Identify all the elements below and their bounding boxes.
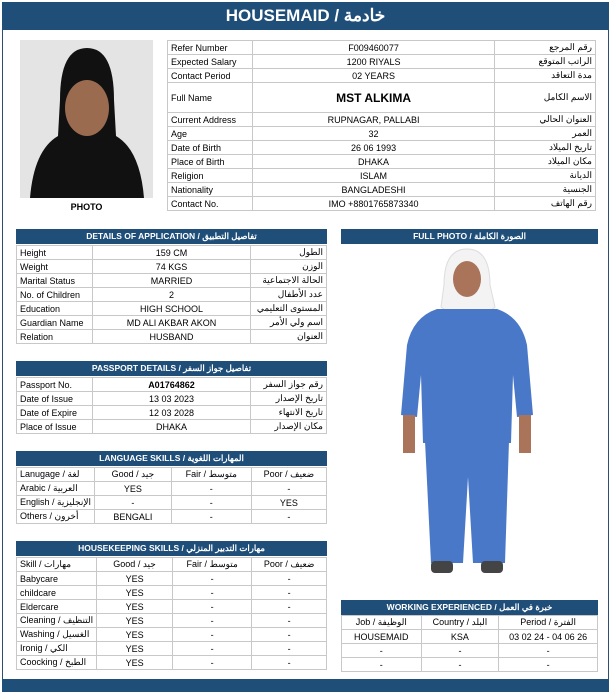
table-cell: - xyxy=(173,572,252,586)
field-value: BANGLADESHI xyxy=(252,183,494,197)
field-label-ar: تاريخ الانتهاء xyxy=(251,406,327,420)
field-value: F009460077 xyxy=(252,41,494,55)
table-row xyxy=(168,113,596,127)
field-label: Education xyxy=(17,302,93,316)
table-cell: - xyxy=(342,644,422,658)
table-cell: - xyxy=(252,642,327,656)
table-cell: YES xyxy=(97,600,173,614)
table-cell: YES xyxy=(251,496,326,510)
portrait-photo xyxy=(20,40,153,198)
application-table xyxy=(16,245,327,344)
field-label-ar: العنوان الحالي xyxy=(495,113,596,127)
table-cell: - xyxy=(173,642,252,656)
table-row xyxy=(17,572,327,586)
full-body-photo xyxy=(341,245,598,585)
field-value: 12 03 2028 xyxy=(92,406,250,420)
table-row xyxy=(168,83,596,113)
table-cell: YES xyxy=(97,656,173,670)
field-label: Expected Salary xyxy=(168,55,253,69)
field-value: 02 YEARS xyxy=(252,69,494,83)
field-label-ar: الديانة xyxy=(495,169,596,183)
table-cell: - xyxy=(251,510,326,524)
passport-table xyxy=(16,377,327,434)
table-cell: - xyxy=(252,586,327,600)
table-row xyxy=(17,302,327,316)
column-header: Fair / متوسط xyxy=(173,558,252,572)
table-cell: - xyxy=(499,644,598,658)
table-row xyxy=(168,127,596,141)
passport-number: A01764862 xyxy=(92,378,250,392)
field-value: HUSBAND xyxy=(92,330,250,344)
table-row xyxy=(168,155,596,169)
skill-name: childcare xyxy=(17,586,97,600)
field-label: Place of Birth xyxy=(168,155,253,169)
field-value: 74 KGS xyxy=(92,260,250,274)
table-row xyxy=(342,658,598,672)
field-label: Date of Birth xyxy=(168,141,253,155)
field-value: DHAKA xyxy=(92,420,250,434)
field-label-ar: رقم جواز السفر xyxy=(251,378,327,392)
application-header: DETAILS OF APPLICATION / تفاصيل التطبيق xyxy=(16,229,327,244)
field-label-ar: تاريخ الإصدار xyxy=(251,392,327,406)
table-row xyxy=(17,482,327,496)
table-cell: - xyxy=(173,614,252,628)
table-row xyxy=(17,656,327,670)
column-header: Lanugage / لغة xyxy=(17,468,95,482)
language-name: Arabic / العربية xyxy=(17,482,95,496)
column-header: Country / البلد xyxy=(421,616,499,630)
field-label-ar: المستوى التعليمي xyxy=(251,302,327,316)
footer-bar xyxy=(2,679,609,692)
personal-info-table xyxy=(167,40,596,211)
table-cell: - xyxy=(499,658,598,672)
table-row xyxy=(168,69,596,83)
table-cell: BENGALI xyxy=(94,510,171,524)
field-value: HIGH SCHOOL xyxy=(92,302,250,316)
table-cell: HOUSEMAID xyxy=(342,630,422,644)
language-name: English / الإنجليزية xyxy=(17,496,95,510)
table-row xyxy=(17,392,327,406)
table-row xyxy=(17,600,327,614)
table-row xyxy=(17,260,327,274)
table-cell: YES xyxy=(97,628,173,642)
column-header: Good / جيد xyxy=(94,468,171,482)
full-name-value: MST ALKIMA xyxy=(252,83,494,113)
table-row xyxy=(17,288,327,302)
field-label-ar: الراتب المتوقع xyxy=(495,55,596,69)
table-row xyxy=(17,496,327,510)
table-header-row xyxy=(342,616,598,630)
field-value: ISLAM xyxy=(252,169,494,183)
field-label: Marital Status xyxy=(17,274,93,288)
field-value: MARRIED xyxy=(92,274,250,288)
column-header: Poor / ضعيف xyxy=(251,468,326,482)
passport-header: PASSPORT DETAILS / تفاصيل جواز السفر xyxy=(16,361,327,376)
field-label: Refer Number xyxy=(168,41,253,55)
field-label: Age xyxy=(168,127,253,141)
table-row xyxy=(17,628,327,642)
table-cell: YES xyxy=(97,572,173,586)
table-cell: - xyxy=(173,600,252,614)
table-row xyxy=(17,586,327,600)
column-header: Good / جيد xyxy=(97,558,173,572)
table-cell: YES xyxy=(97,586,173,600)
table-cell: - xyxy=(171,496,251,510)
column-header: Period / الفترة xyxy=(499,616,598,630)
table-cell: - xyxy=(94,496,171,510)
table-row xyxy=(17,378,327,392)
field-label-ar: مدة التعاقد xyxy=(495,69,596,83)
table-cell: - xyxy=(421,644,499,658)
field-label: Contact No. xyxy=(168,197,253,211)
table-cell: YES xyxy=(97,642,173,656)
language-table xyxy=(16,467,327,524)
field-label: Relation xyxy=(17,330,93,344)
table-row xyxy=(168,169,596,183)
field-label-ar: رقم المرجع xyxy=(495,41,596,55)
table-cell: - xyxy=(252,628,327,642)
field-value: 13 03 2023 xyxy=(92,392,250,406)
table-cell: - xyxy=(252,600,327,614)
table-cell: - xyxy=(173,656,252,670)
table-cell: - xyxy=(421,658,499,672)
table-cell: - xyxy=(171,482,251,496)
field-label: Height xyxy=(17,246,93,260)
table-cell: - xyxy=(252,614,327,628)
field-label-ar: مكان الميلاد xyxy=(495,155,596,169)
field-label: Nationality xyxy=(168,183,253,197)
field-label-ar: الحالة الاجتماعية xyxy=(251,274,327,288)
table-cell: KSA xyxy=(421,630,499,644)
field-label-ar: الوزن xyxy=(251,260,327,274)
table-row xyxy=(168,41,596,55)
field-value: 1200 RIYALS xyxy=(252,55,494,69)
table-row xyxy=(342,630,598,644)
table-cell: - xyxy=(342,658,422,672)
table-row xyxy=(17,642,327,656)
field-label: Guardian Name xyxy=(17,316,93,330)
field-label: Date of Expire xyxy=(17,406,93,420)
table-header-row xyxy=(17,468,327,482)
field-label-ar: العمر xyxy=(495,127,596,141)
field-label-ar: الجنسية xyxy=(495,183,596,197)
field-label-ar: تاريخ الميلاد xyxy=(495,141,596,155)
field-label: Place of Issue xyxy=(17,420,93,434)
column-header: Poor / ضعيف xyxy=(252,558,327,572)
field-value: DHAKA xyxy=(252,155,494,169)
table-row xyxy=(17,246,327,260)
field-label-ar: الطول xyxy=(251,246,327,260)
table-row xyxy=(17,510,327,524)
table-cell: - xyxy=(173,628,252,642)
housekeeping-table xyxy=(16,557,327,670)
skill-name: Coocking / الطبخ xyxy=(17,656,97,670)
field-label-ar: الاسم الكامل xyxy=(495,83,596,113)
field-label: Passport No. xyxy=(17,378,93,392)
table-cell: - xyxy=(252,572,327,586)
field-label: Full Name xyxy=(168,83,253,113)
table-header-row xyxy=(17,558,327,572)
table-row xyxy=(17,420,327,434)
table-cell: - xyxy=(252,656,327,670)
table-cell: - xyxy=(173,586,252,600)
table-row xyxy=(342,644,598,658)
field-value: 26 06 1993 xyxy=(252,141,494,155)
table-row xyxy=(17,316,327,330)
column-header: Fair / متوسط xyxy=(171,468,251,482)
table-row xyxy=(168,55,596,69)
table-row xyxy=(168,141,596,155)
field-label: Date of Issue xyxy=(17,392,93,406)
field-label-ar: عدد الأطفال xyxy=(251,288,327,302)
language-name: Others / أخرون xyxy=(17,510,95,524)
field-label-ar: العنوان xyxy=(251,330,327,344)
field-label-ar: رقم الهاتف xyxy=(495,197,596,211)
field-label: Current Address xyxy=(168,113,253,127)
experience-header: WORKING EXPERIENCED / خبرة في العمل xyxy=(341,600,598,615)
field-value: RUPNAGAR, PALLABI xyxy=(252,113,494,127)
page-title: HOUSEMAID / خادمة xyxy=(2,2,609,30)
field-label: Weight xyxy=(17,260,93,274)
table-cell: YES xyxy=(97,614,173,628)
column-header: Skill / مهارات xyxy=(17,558,97,572)
skill-name: Ironig / الكي xyxy=(17,642,97,656)
skill-name: Cleaning / التنظيف xyxy=(17,614,97,628)
table-row xyxy=(17,330,327,344)
skill-name: Washing / الغسيل xyxy=(17,628,97,642)
field-value: IMO +8801765873340 xyxy=(252,197,494,211)
language-header: LANGUAGE SKILLS / المهارات اللغوية xyxy=(16,451,327,466)
full-photo-header: FULL PHOTO / الصورة الكاملة xyxy=(341,229,598,244)
housekeeping-header: HOUSEKEEPING SKILLS / مهارات التدبير المنزلي xyxy=(16,541,327,556)
table-row xyxy=(17,614,327,628)
skill-name: Babycare xyxy=(17,572,97,586)
experience-table xyxy=(341,615,598,672)
field-label: Religion xyxy=(168,169,253,183)
table-row xyxy=(17,406,327,420)
table-cell: YES xyxy=(94,482,171,496)
table-cell: - xyxy=(171,510,251,524)
field-value: MD ALI AKBAR AKON xyxy=(92,316,250,330)
field-value: 159 CM xyxy=(92,246,250,260)
field-label-ar: مكان الإصدار xyxy=(251,420,327,434)
field-label: No. of Children xyxy=(17,288,93,302)
column-header: Job / الوظيفة xyxy=(342,616,422,630)
field-label: Contact Period xyxy=(168,69,253,83)
table-cell: 03 02 24 - 04 06 26 xyxy=(499,630,598,644)
photo-label: PHOTO xyxy=(70,202,103,212)
table-cell: - xyxy=(251,482,326,496)
table-row xyxy=(168,197,596,211)
field-value: 32 xyxy=(252,127,494,141)
field-value: 2 xyxy=(92,288,250,302)
table-row xyxy=(168,183,596,197)
field-label-ar: اسم ولي الأمر xyxy=(251,316,327,330)
skill-name: Eldercare xyxy=(17,600,97,614)
table-row xyxy=(17,274,327,288)
